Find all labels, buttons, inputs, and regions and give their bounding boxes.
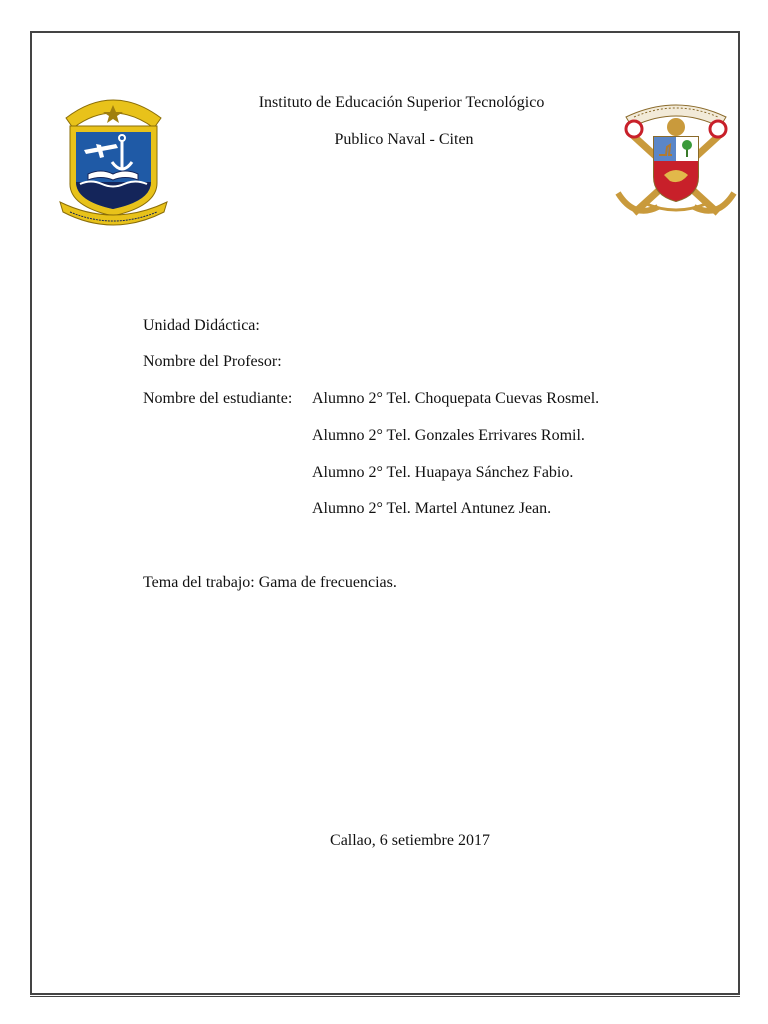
student-name: Alumno 2° Tel. Martel Antunez Jean. bbox=[312, 500, 552, 517]
institute-title: Instituto de Educación Superior Tecnológico bbox=[258, 94, 545, 111]
profesor-label: Nombre del Profesor: bbox=[143, 353, 282, 370]
student-name: Alumno 2° Tel. Choquepata Cuevas Rosmel. bbox=[312, 390, 600, 407]
program-title: Publico Naval - Citen bbox=[334, 131, 474, 148]
tema-label: Tema del trabajo: bbox=[143, 574, 255, 591]
page-border-bottom-line bbox=[30, 996, 740, 997]
student-name: Alumno 2° Tel. Gonzales Errivares Romil. bbox=[312, 427, 585, 444]
estudiante-label: Nombre del estudiante: bbox=[143, 390, 293, 407]
tema-line bbox=[143, 573, 397, 593]
unidad-didactica-label: Unidad Didáctica: bbox=[143, 317, 260, 334]
student-name: Alumno 2° Tel. Huapaya Sánchez Fabio. bbox=[312, 464, 574, 481]
navy-coat-of-arms-icon bbox=[614, 95, 738, 221]
place-date: Callao, 6 setiembre 2017 bbox=[330, 832, 490, 849]
tema-value: Gama de frecuencias. bbox=[258, 574, 397, 591]
